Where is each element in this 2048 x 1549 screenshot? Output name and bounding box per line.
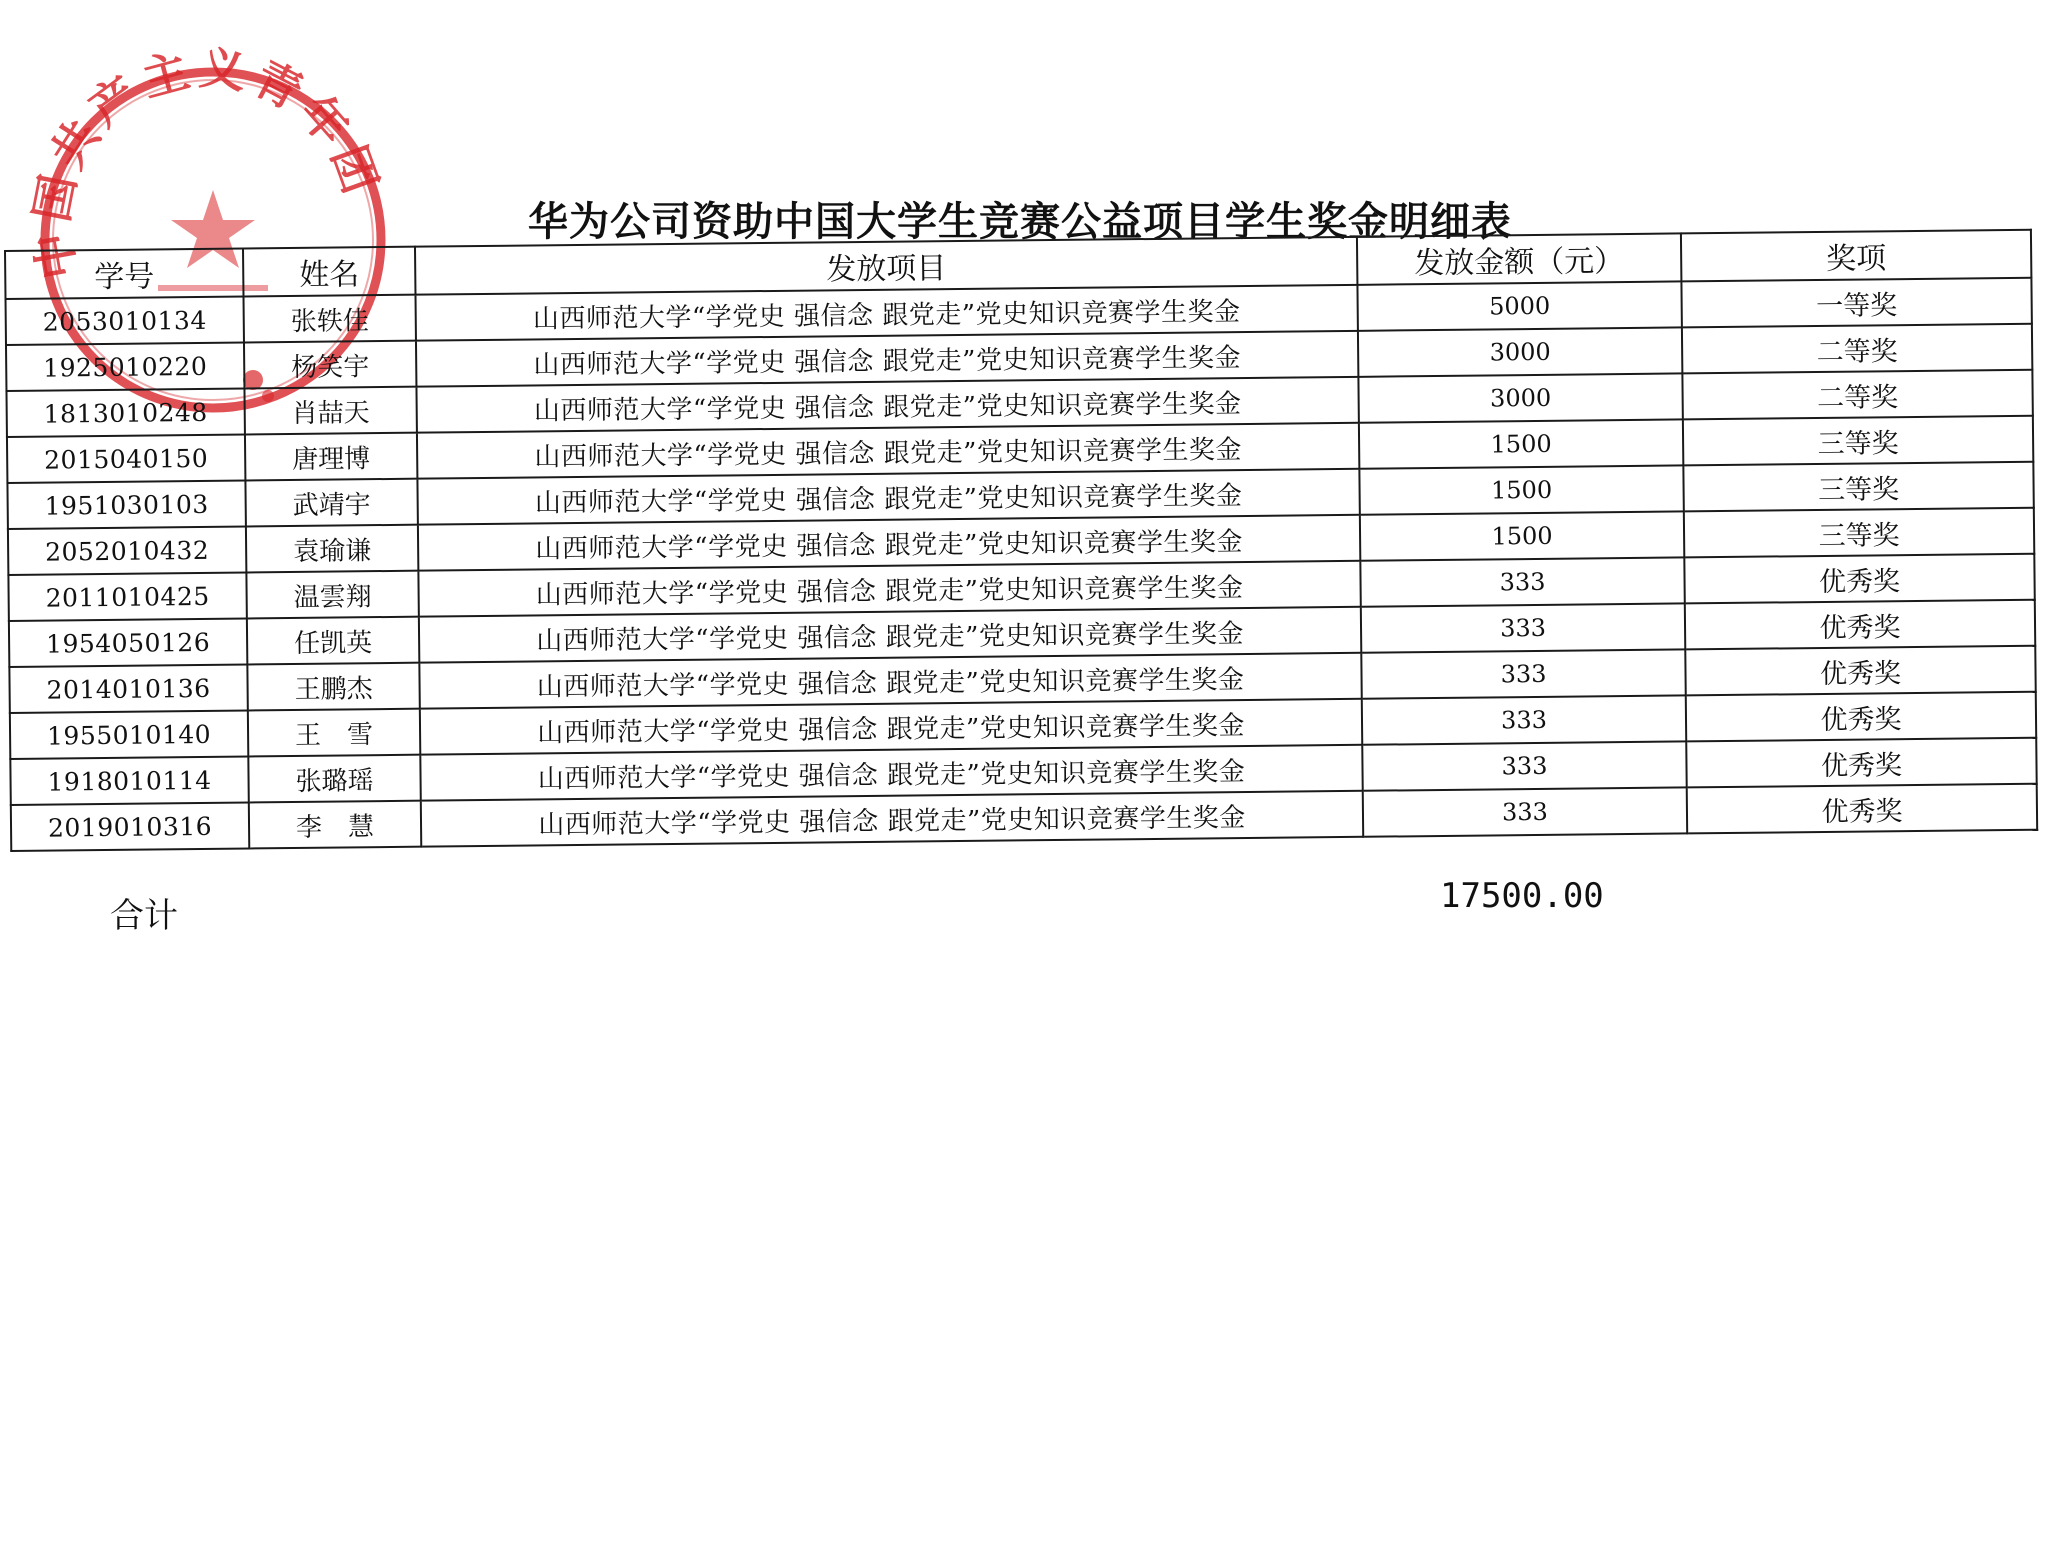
award-cell: 优秀奖 <box>1685 600 2035 650</box>
student-name-cell: 任凯英 <box>247 617 419 665</box>
student-id-cell: 1925010220 <box>6 342 244 390</box>
award-cell: 优秀奖 <box>1687 784 2037 834</box>
student-name-cell: 张轶佳 <box>244 295 416 343</box>
project-cell: 山西师范大学“学党史 强信念 跟党走”党史知识竞赛学生奖金 <box>417 469 1359 525</box>
student-id-cell: 2053010134 <box>6 296 244 344</box>
student-name-cell: 杨笑宇 <box>244 341 416 389</box>
project-cell: 山西师范大学“学党史 强信念 跟党走”党史知识竞赛学生奖金 <box>417 423 1359 479</box>
project-cell: 山西师范大学“学党史 强信念 跟党走”党史知识竞赛学生奖金 <box>416 331 1358 387</box>
amount-cell: 5000 <box>1357 281 1681 330</box>
table-container <box>4 229 2036 852</box>
project-cell: 山西师范大学“学党史 强信念 跟党走”党史知识竞赛学生奖金 <box>418 561 1360 617</box>
student-id-cell: 1954050126 <box>9 618 247 666</box>
amount-cell: 333 <box>1360 557 1684 606</box>
project-cell: 山西师范大学“学党史 强信念 跟党走”党史知识竞赛学生奖金 <box>419 607 1361 663</box>
student-name-cell: 袁瑜谦 <box>246 525 418 573</box>
award-cell: 三等奖 <box>1683 462 2033 512</box>
amount-cell: 3000 <box>1358 327 1682 376</box>
header-student-id: 学号 <box>5 248 243 298</box>
project-cell: 山西师范大学“学党史 强信念 跟党走”党史知识竞赛学生奖金 <box>416 377 1358 433</box>
project-cell: 山西师范大学“学党史 强信念 跟党走”党史知识竞赛学生奖金 <box>420 745 1362 801</box>
student-name-cell: 王鹏杰 <box>247 663 419 711</box>
award-cell: 三等奖 <box>1684 508 2034 558</box>
student-id-cell: 1955010140 <box>10 710 248 758</box>
amount-cell: 333 <box>1363 787 1687 836</box>
student-name-cell: 李 慧 <box>249 801 421 849</box>
project-cell: 山西师范大学“学党史 强信念 跟党走”党史知识竞赛学生奖金 <box>421 791 1363 847</box>
header-name: 姓名 <box>243 247 415 297</box>
student-id-cell: 2011010425 <box>8 572 246 620</box>
amount-cell: 1500 <box>1359 419 1683 468</box>
total-label: 合计 <box>110 896 178 936</box>
amount-cell: 333 <box>1361 603 1685 652</box>
student-id-cell: 1951030103 <box>7 480 245 528</box>
amount-cell: 1500 <box>1360 511 1684 560</box>
student-id-cell: 1918010114 <box>10 756 248 804</box>
project-cell: 山西师范大学“学党史 强信念 跟党走”党史知识竞赛学生奖金 <box>420 699 1362 755</box>
student-id-cell: 2015040150 <box>7 434 245 482</box>
project-cell: 山西师范大学“学党史 强信念 跟党走”党史知识竞赛学生奖金 <box>419 653 1361 709</box>
student-id-cell: 2052010432 <box>8 526 246 574</box>
header-award: 奖项 <box>1681 230 2031 282</box>
project-cell: 山西师范大学“学党史 强信念 跟党走”党史知识竞赛学生奖金 <box>418 515 1360 571</box>
project-cell: 山西师范大学“学党史 强信念 跟党走”党史知识竞赛学生奖金 <box>415 285 1357 341</box>
award-cell: 二等奖 <box>1682 324 2032 374</box>
student-name-cell: 唐理博 <box>245 433 417 481</box>
award-cell: 一等奖 <box>1681 278 2031 328</box>
svg-text:中国共产主义青年团: 中国共产主义青年团 <box>24 40 390 284</box>
header-project: 发放项目 <box>415 237 1357 295</box>
award-cell: 优秀奖 <box>1684 554 2034 604</box>
student-name-cell: 张璐瑶 <box>248 755 420 803</box>
student-name-cell: 王 雪 <box>248 709 420 757</box>
amount-cell: 333 <box>1362 695 1686 744</box>
student-id-cell: 1813010248 <box>6 388 244 436</box>
award-table <box>4 229 2038 852</box>
student-id-cell: 2019010316 <box>11 802 249 850</box>
amount-cell: 333 <box>1361 649 1685 698</box>
student-name-cell: 温雲翔 <box>246 571 418 619</box>
student-name-cell: 肖喆天 <box>244 387 416 435</box>
student-name-cell: 武靖宇 <box>245 479 417 527</box>
header-amount: 发放金额（元） <box>1357 233 1681 284</box>
document-title: 华为公司资助中国大学生竞赛公益项目学生奖金明细表 <box>528 199 1512 245</box>
award-cell: 优秀奖 <box>1686 738 2036 788</box>
student-id-cell: 2014010136 <box>9 664 247 712</box>
amount-cell: 3000 <box>1358 373 1682 422</box>
total-value: 17500.00 <box>1440 876 1604 916</box>
amount-cell: 1500 <box>1359 465 1683 514</box>
amount-cell: 333 <box>1362 741 1686 790</box>
award-cell: 三等奖 <box>1683 416 2033 466</box>
award-cell: 优秀奖 <box>1685 646 2035 696</box>
award-cell: 优秀奖 <box>1686 692 2036 742</box>
award-cell: 二等奖 <box>1682 370 2032 420</box>
